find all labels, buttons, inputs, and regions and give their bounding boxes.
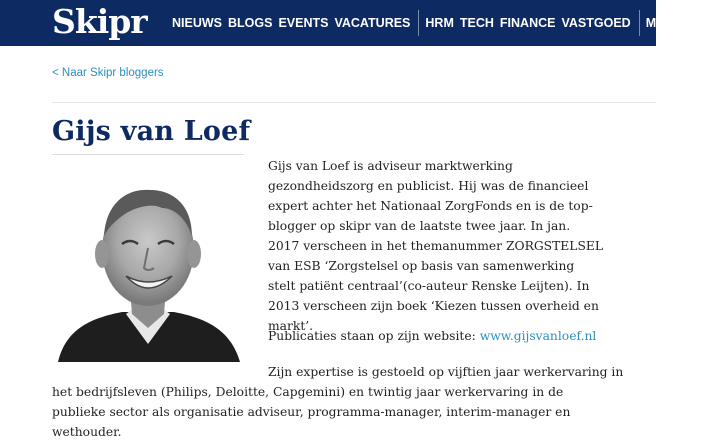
main-nav <box>172 0 710 46</box>
bio-intro <box>268 156 604 336</box>
nav-item-meer-label: MEER <box>645 16 682 30</box>
page-title: Gijs van Loef <box>52 116 251 147</box>
publications-label: Publicaties staan op zijn website: <box>268 329 480 343</box>
nav-item-vacatures[interactable]: VACATURES <box>334 16 411 30</box>
nav-item-meer[interactable] <box>646 16 704 30</box>
back-to-bloggers-link[interactable]: < Naar Skipr bloggers <box>52 67 164 79</box>
title-underline <box>52 154 244 155</box>
portrait-photo-icon <box>52 158 244 362</box>
nav-item-nieuws[interactable]: NIEUWS <box>172 16 222 30</box>
skipr-logo[interactable]: Skipr <box>52 2 147 41</box>
nav-item-blogs[interactable]: BLOGS <box>228 16 273 30</box>
website-link[interactable]: www.gijsvanloef.nl <box>479 329 597 343</box>
author-portrait-photo <box>52 158 244 362</box>
expertise-paragraph: het bedrijfsleven (Philips, Deloitte, Capgemini) en twintig jaar werkervaring in de publieke sector als organisatie adviseur, programma-manager, interim-manager en wethouder. <box>52 385 571 439</box>
nav-item-vastgoed[interactable]: VASTGOED <box>561 16 631 30</box>
nav-item-events[interactable]: EVENTS <box>278 16 329 30</box>
nav-divider <box>418 10 419 36</box>
chevron-down-icon: ▼ <box>689 20 698 29</box>
expertise-line: Zijn expertise is gestoeld op vijftien jaar werkervaring in <box>268 365 624 379</box>
publications-line <box>268 326 596 346</box>
nav-item-finance[interactable]: FINANCE <box>499 16 556 30</box>
nav-item-hrm[interactable]: HRM <box>425 16 454 30</box>
divider <box>52 102 656 103</box>
nav-divider <box>639 10 640 36</box>
top-navigation-bar <box>0 0 698 46</box>
nav-item-tech[interactable]: TECH <box>459 16 494 30</box>
bio-intro-text: Gijs van Loef is adviseur marktwerking gezondheidszorg en publicist. Hij was de financieel expert achter het Nationaal ZorgFonds en is de top-blogger op skipr van de laatste twee jaar. In jan. 2017 verscheen in het themanummer ZORGSTELSEL van ESB ‘Zorgstelsel op basis van samenwerking stelt patiënt centraal’(co-auteur Renske Leijten). In 2013 verscheen zijn boek ‘Kiezen tussen overheid en markt’. <box>268 159 604 333</box>
